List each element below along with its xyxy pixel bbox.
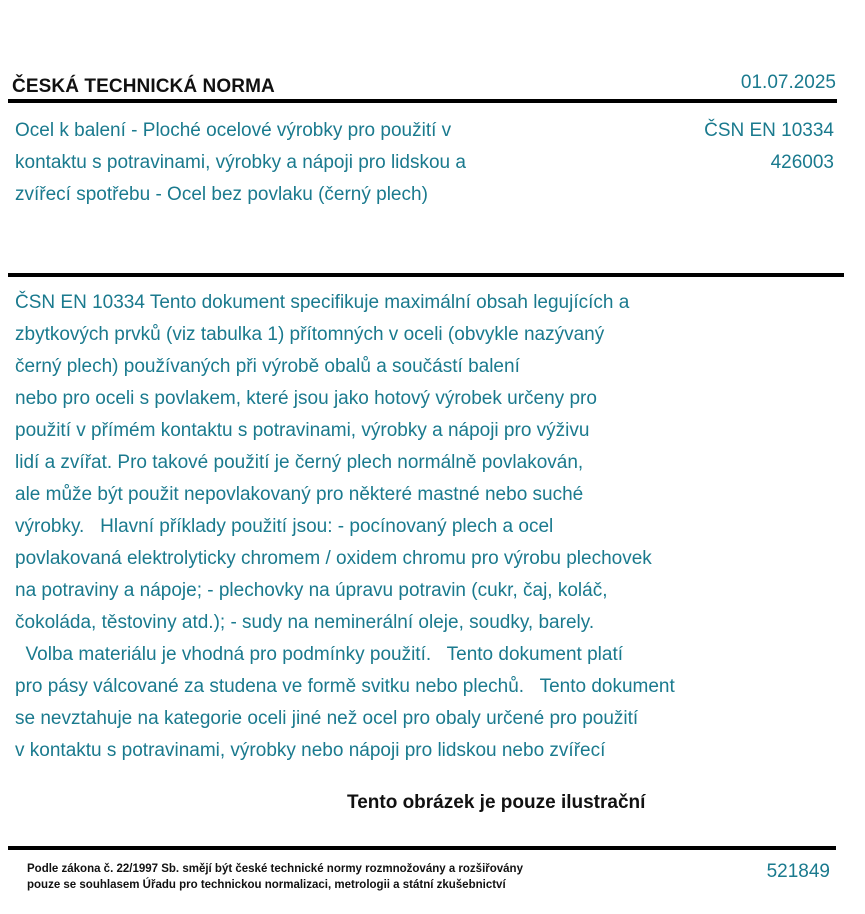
abstract-line: zbytkových prvků (viz tabulka 1) přítomných v oceli (obvykle nazývaný: [15, 324, 605, 345]
subject-line: zvířecí spotřebu - Ocel bez povlaku (černý plech): [15, 184, 428, 205]
abstract-line: povlakovaná elektrolyticky chromem / oxidem chromu pro výrobu plechovek: [15, 548, 652, 569]
abstract-line: výrobky. Hlavní příklady použití jsou: - pocínovaný plech a ocel: [15, 516, 554, 537]
abstract-line: se nevztahuje na kategorie oceli jiné než ocel pro obaly určené pro použití: [15, 708, 639, 729]
standard-subject: [15, 115, 575, 211]
legal-line: pouze se souhlasem Úřadu pro technickou normalizaci, metrologii a státní zkušebnictví: [27, 879, 506, 891]
standard-identifier: [704, 115, 834, 179]
abstract-line: černý plech) používaných při výrobě obalů a součástí balení: [15, 356, 520, 377]
footer-divider: [8, 846, 836, 850]
abstract-line: Volba materiálu je vhodná pro podmínky použití. Tento dokument platí: [15, 644, 624, 665]
section-divider: [8, 273, 844, 277]
abstract-line: v kontaktu s potravinami, výrobky nebo nápoji pro lidskou nebo zvířecí: [15, 740, 606, 761]
publication-date: 01.07.2025: [740, 72, 836, 93]
abstract-line: ale může být použit nepovlakovaný pro některé mastné nebo suché: [15, 484, 584, 505]
abstract-line: čokoláda, těstoviny atd.); - sudy na neminerální oleje, soudky, barely.: [15, 612, 595, 633]
abstract-line: ČSN EN 10334 Tento dokument specifikuje maximální obsah legujících a: [15, 292, 630, 313]
subject-line: Ocel k balení - Ploché ocelové výrobky pro použití v: [15, 120, 452, 141]
abstract-line: nebo pro oceli s povlakem, které jsou jako hotový výrobek určeny pro: [15, 388, 597, 409]
abstract-line: na potraviny a nápoje; - plechovky na úpravu potravin (cukr, čaj, koláč,: [15, 580, 608, 601]
catalog-number: 521849: [766, 861, 830, 882]
abstract-line: pro pásy válcované za studena ve formě svitku nebo plechů. Tento dokument: [15, 676, 675, 697]
legal-notice: [27, 861, 523, 893]
standard-number: ČSN EN 10334: [704, 120, 834, 141]
abstract-line: použití v přímém kontaktu s potravinami, výrobky a nápoji pro výživu: [15, 420, 590, 441]
abstract-line: lidí a zvířat. Pro takové použití je černý plech normálně povlakován,: [15, 452, 584, 473]
header-divider: [8, 99, 837, 103]
abstract-text: [15, 287, 785, 767]
classification-number: 426003: [770, 152, 834, 173]
document-type-title: ČESKÁ TECHNICKÁ NORMA: [12, 76, 275, 97]
legal-line: Podle zákona č. 22/1997 Sb. smějí být české technické normy rozmnožovány a rozšiřovány: [27, 863, 523, 875]
illustrative-note: Tento obrázek je pouze ilustrační: [347, 792, 646, 813]
subject-line: kontaktu s potravinami, výrobky a nápoji pro lidskou a: [15, 152, 466, 173]
